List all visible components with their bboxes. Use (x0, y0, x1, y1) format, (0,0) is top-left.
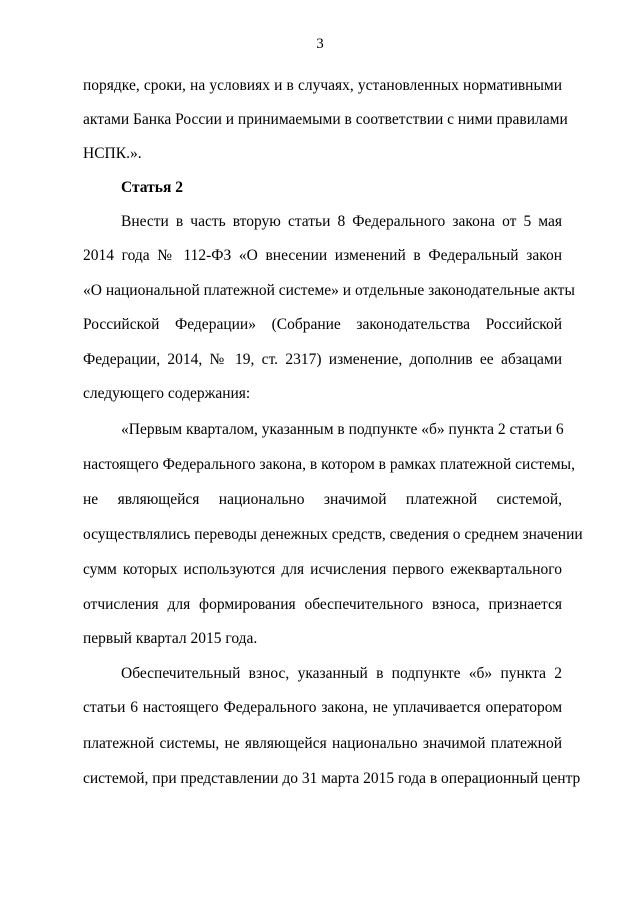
text-line: 2014 года № 112-ФЗ «О внесении изменений в Федеральный закон (83, 247, 562, 264)
text-line: статьи 6 настоящего Федерального закона, не уплачивается оператором (83, 699, 562, 716)
text-line: Обеспечительный взнос, указанный в подпункте «б» пункта 2 (121, 665, 562, 682)
text-line: порядке, сроки, на условиях и в случаях, установленных нормативными (83, 77, 562, 94)
text-line: «Первым кварталом, указанным в подпункте «б» пункта 2 статьи 6 (121, 421, 564, 438)
text-line: следующего содержания: (83, 385, 251, 402)
text-line: Внести в часть вторую статьи 8 Федерального закона от 5 мая (121, 213, 562, 230)
text-line: не являющейся национально значимой платежной системой, (83, 491, 562, 508)
text-line: настоящего Федерального закона, в котором в рамках платежной системы, (83, 456, 575, 473)
text-line: Российской Федерации» (Собрание законодательства Российской (83, 316, 562, 333)
text-line: НСПК.». (83, 145, 142, 162)
page-number: 3 (316, 36, 324, 52)
text-line: платежной системы, не являющейся национально значимой платежной (83, 735, 562, 752)
text-line: сумм которых используются для исчисления первого ежеквартального (83, 561, 562, 578)
article-heading: Статья 2 (121, 179, 183, 196)
text-line: системой, при представлении до 31 марта 2015 года в операционный центр (83, 770, 581, 787)
text-line: Федерации, 2014, № 19, ст. 2317) изменение, дополнив ее абзацами (83, 351, 562, 368)
text-line: «О национальной платежной системе» и отдельные законодательные акты (83, 282, 575, 299)
text-line: отчисления для формирования обеспечительного взноса, признается (83, 596, 562, 613)
text-line: актами Банка России и принимаемыми в соответствии с ними правилами (83, 111, 568, 128)
text-line: осуществлялись переводы денежных средств, сведения о среднем значении (83, 526, 583, 543)
text-line: первый квартал 2015 года. (83, 630, 258, 647)
